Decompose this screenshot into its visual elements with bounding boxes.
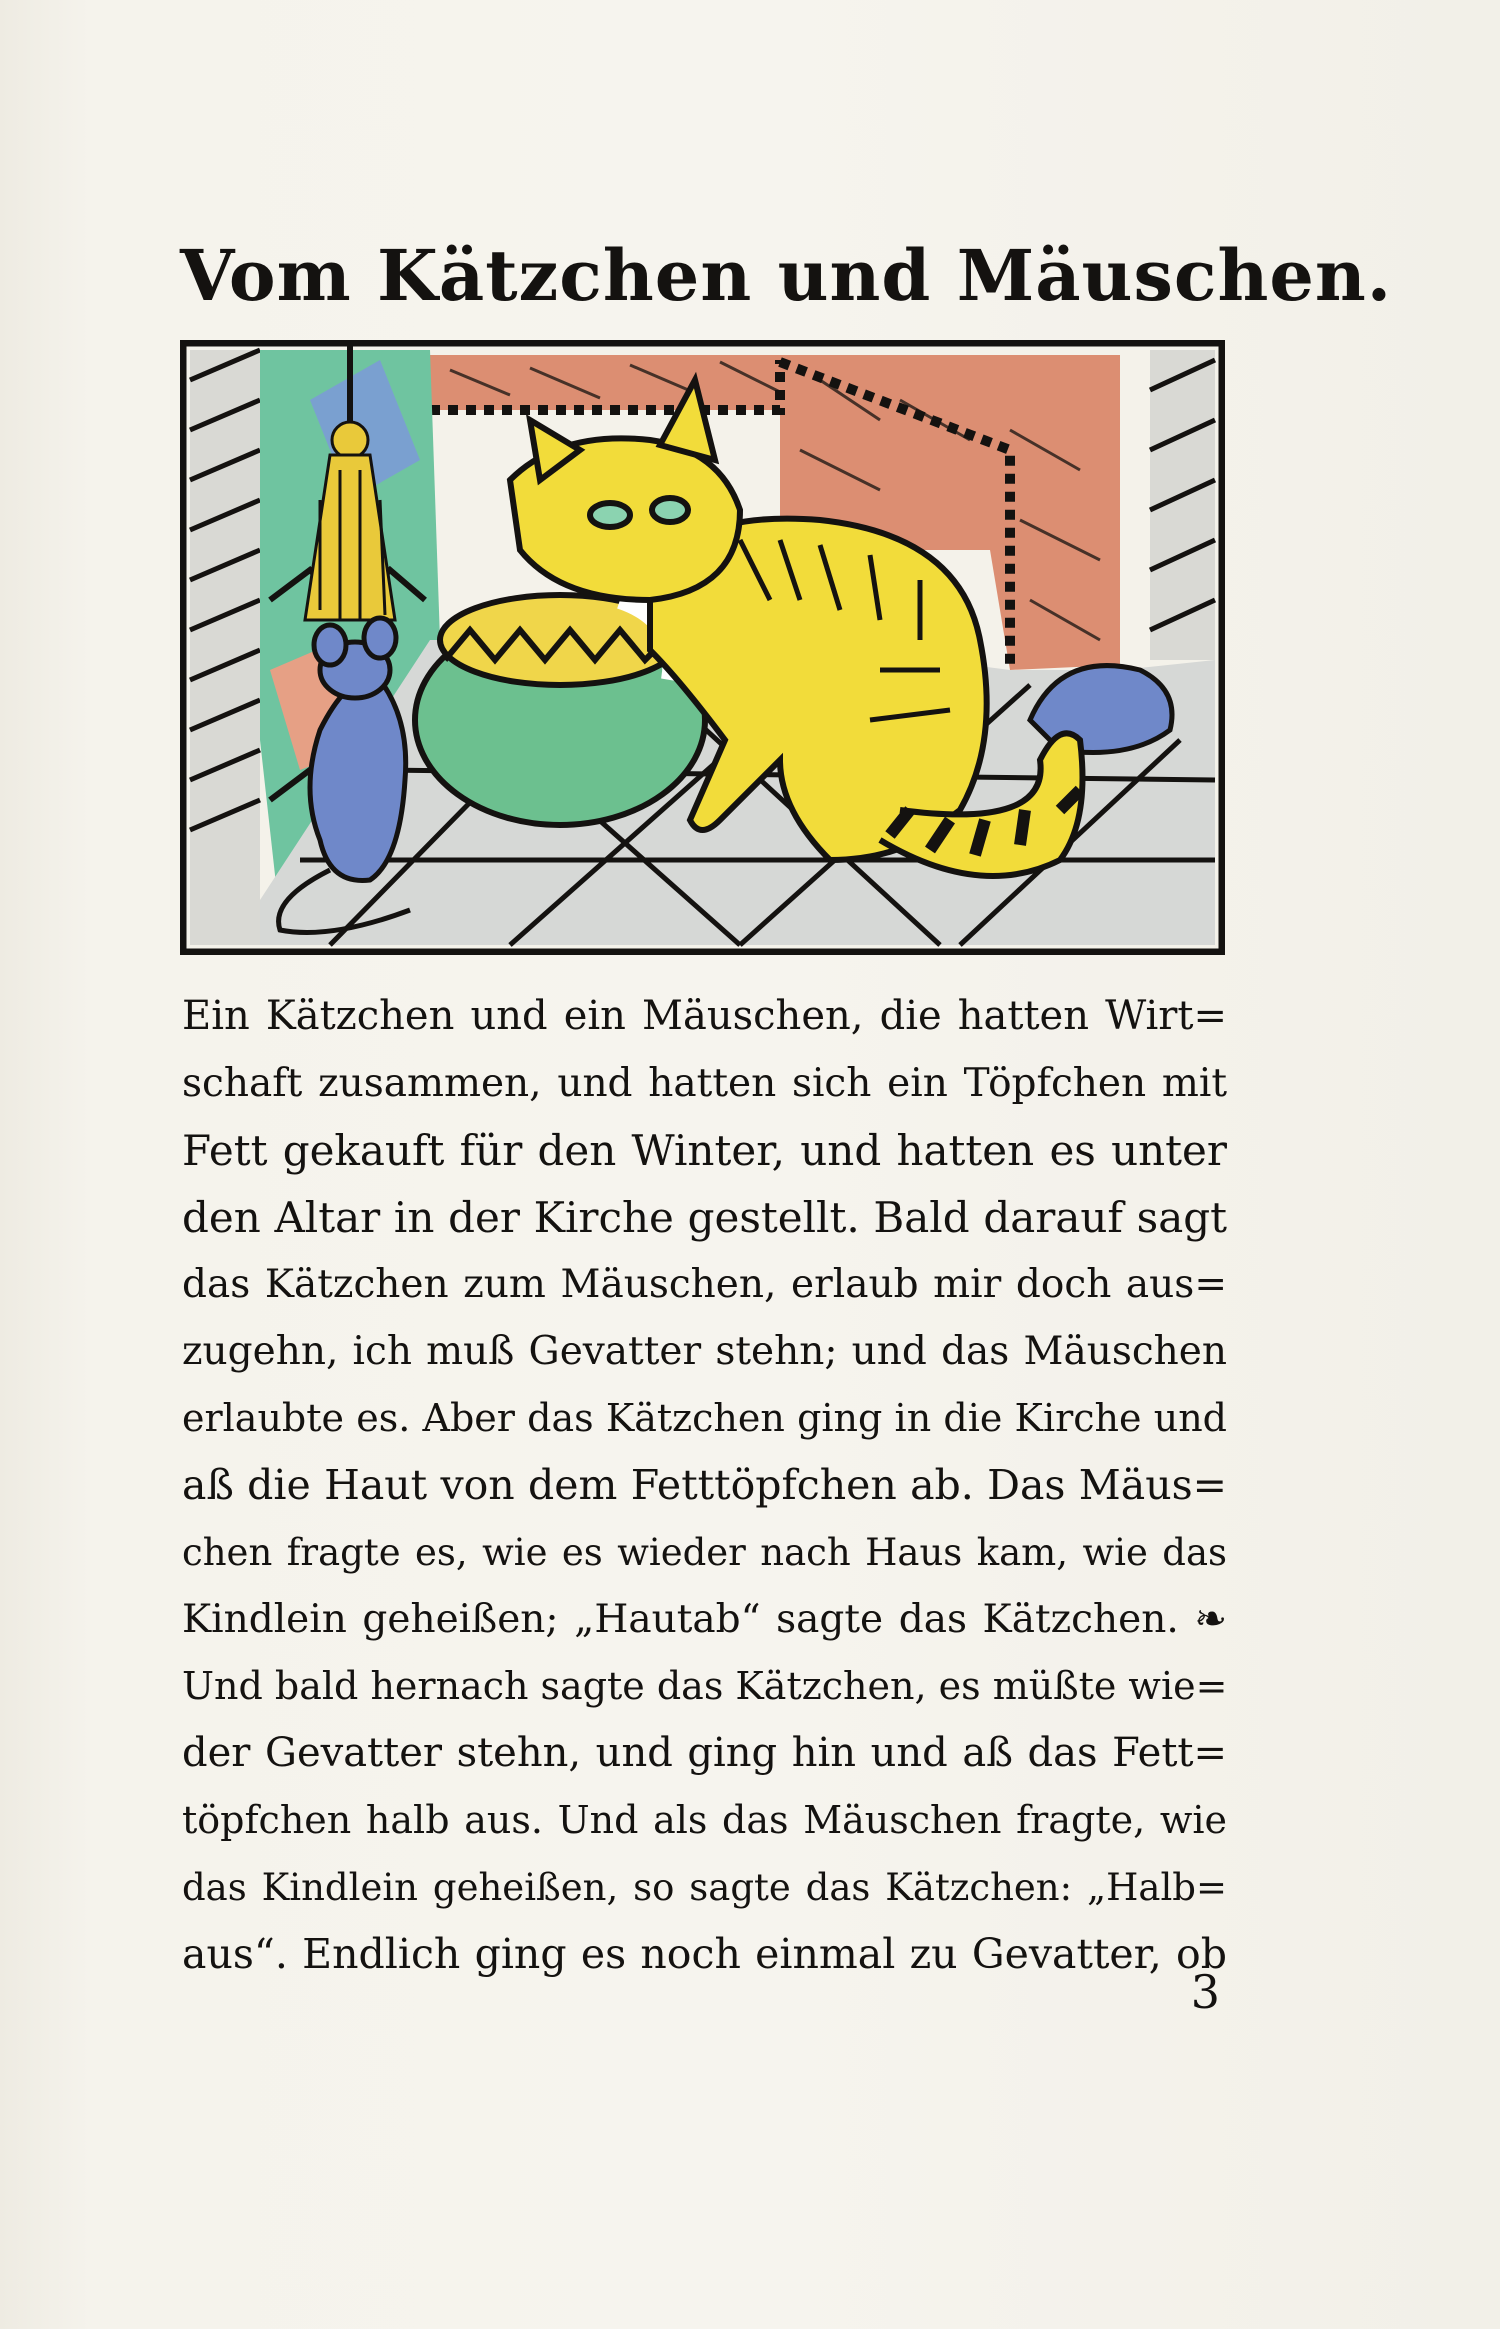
text-line: töpfchen halb aus. Und als das Mäuschen fragte, wie	[182, 1798, 1227, 1842]
text-line: chen fragte es, wie es wieder nach Haus kam, wie das	[182, 1531, 1227, 1574]
text-line: Und bald hernach sagte das Kätzchen, es müßte wie=	[182, 1664, 1228, 1708]
text-line: aß die Haut von dem Fetttöpfchen ab. Das Mäus=	[182, 1461, 1227, 1509]
text-line: das Kätzchen zum Mäuschen, erlaub mir doch aus=	[182, 1262, 1227, 1307]
left-column	[190, 350, 260, 945]
text-line: erlaubte es. Aber das Kätzchen ging in die Kirche und	[182, 1396, 1227, 1440]
text-line: den Altar in der Kirche gestellt. Bald darauf sagt	[182, 1193, 1227, 1242]
text-line: Fett gekauft für den Winter, und hatten es unter	[182, 1126, 1227, 1175]
text-line: schaft zusammen, und hatten sich ein Töpfchen mit	[182, 1061, 1227, 1106]
text-line: aus“. Endlich ging es noch einmal zu Gevatter, ob	[182, 1930, 1227, 1978]
page-title: Vom Kätzchen und Mäuschen.	[180, 234, 1393, 317]
text-line: das Kindlein geheißen, so sagte das Kätzchen: „Halb=	[182, 1866, 1227, 1909]
text-line: Ein Kätzchen und ein Mäuschen, die hatten Wirt=	[182, 993, 1227, 1039]
text-line: der Gevatter stehn, und ging hin und aß das Fett=	[182, 1730, 1227, 1776]
text-line: Kindlein geheißen; „Hautab“ sagte das Kätzchen. ❧	[182, 1597, 1227, 1642]
story-text	[182, 983, 1227, 1988]
text-line: zugehn, ich muß Gevatter stehn; und das Mäuschen	[182, 1329, 1227, 1374]
page-number: 3	[1190, 1965, 1220, 2019]
woodcut-illustration	[180, 340, 1225, 955]
